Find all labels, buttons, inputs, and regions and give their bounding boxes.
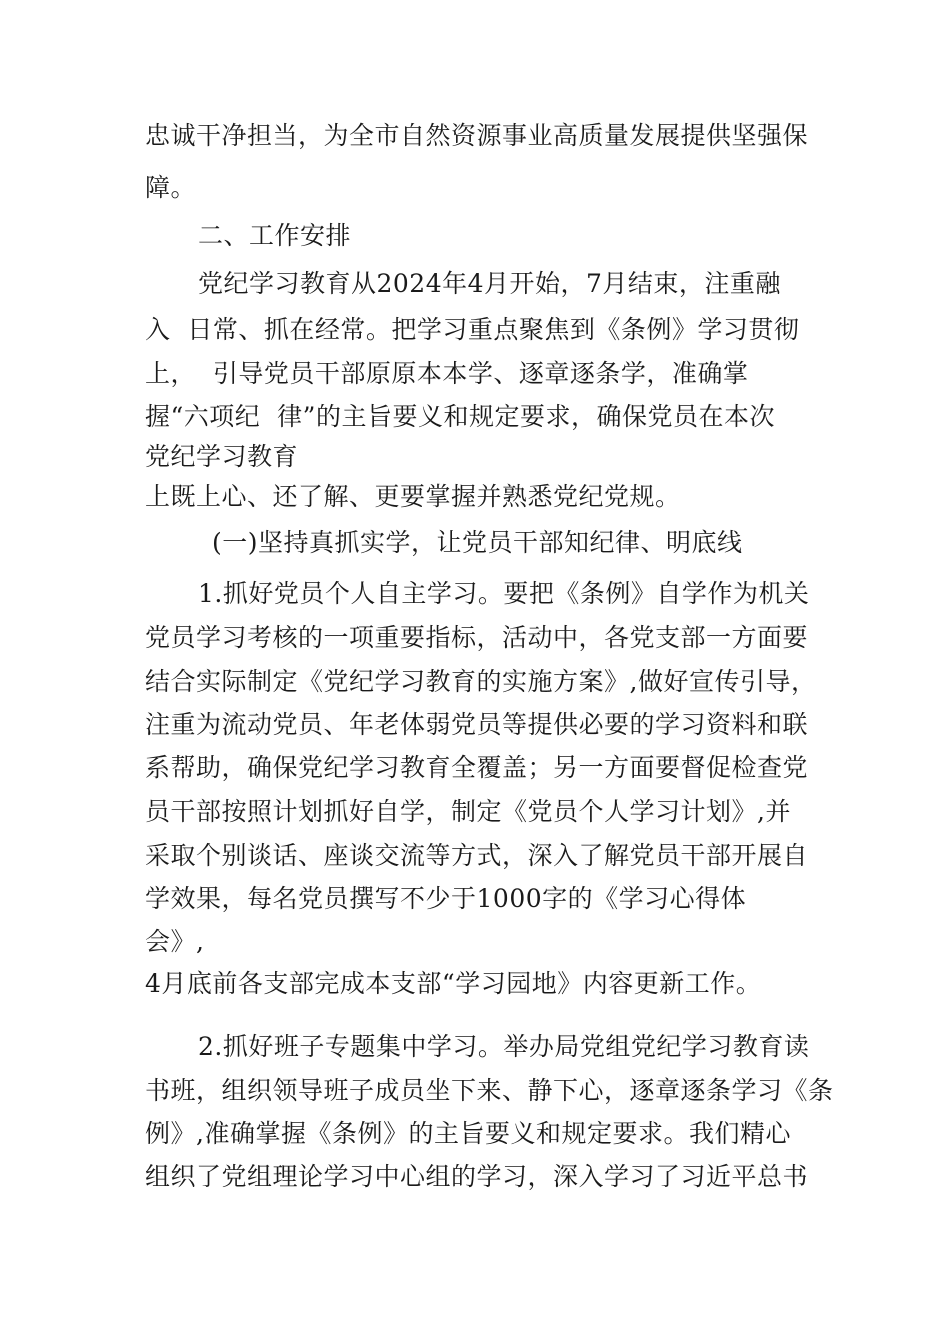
body-text-line: 注重为流动党员、年老体弱党员等提供必要的学习资料和联 xyxy=(145,710,809,739)
body-text-line: 党员学习考核的一项重要指标，活动中，各党支部一方面要 xyxy=(145,623,809,652)
section-heading: 二、工作安排 xyxy=(198,221,352,250)
body-text-line: 上既上心、还了解、更要掌握并熟悉党纪党规。 xyxy=(145,482,681,511)
body-text-line: 系帮助，确保党纪学习教育全覆盖；另一方面要督促检查党 xyxy=(145,753,809,782)
body-text-line: 障。 xyxy=(145,173,197,202)
body-text-line: 党纪学习教育 xyxy=(145,442,299,471)
body-text-line: 入 日常、抓在经常。把学习重点聚焦到《条例》学习贯彻 xyxy=(145,315,800,344)
body-text-line: 党纪学习教育从2024年4月开始，7月结束，注重融 xyxy=(198,269,781,298)
body-text-line: 书班，组织领导班子成员坐下来、静下心，逐章逐条学习《条 xyxy=(145,1076,834,1105)
body-text-line: 1.抓好党员个人自主学习。要把《条例》自学作为机关 xyxy=(198,579,810,608)
body-text-line: 会》, xyxy=(145,927,205,956)
body-text-line: 例》,准确掌握《条例》的主旨要义和规定要求。我们精心 xyxy=(145,1119,791,1148)
subsection-heading: (一)坚持真抓实学，让党员干部知纪律、明底线 xyxy=(212,528,743,557)
body-text-line: 采取个别谈话、座谈交流等方式，深入了解党员干部开展自 xyxy=(145,841,809,870)
body-text-line: 2.抓好班子专题集中学习。举办局党组党纪学习教育读 xyxy=(198,1032,810,1061)
body-text-line: 结合实际制定《党纪学习教育的实施方案》,做好宣传引导， xyxy=(145,667,817,696)
body-text-line: 4月底前各支部完成本支部“学习园地》内容更新工作。 xyxy=(145,969,762,998)
body-text-line: 组织了党组理论学习中心组的学习，深入学习了习近平总书 xyxy=(145,1162,809,1191)
body-text-line: 忠诚干净担当，为全市自然资源事业高质量发展提供坚强保 xyxy=(145,121,809,150)
body-text-line: 握“六项纪 律”的主旨要义和规定要求，确保党员在本次 xyxy=(145,402,775,431)
body-text-line: 学效果，每名党员撰写不少于1000字的《学习心得体 xyxy=(145,884,747,913)
body-text-line: 员干部按照计划抓好自学，制定《党员个人学习计划》,并 xyxy=(145,797,791,826)
body-text-line: 上， 引导党员干部原原本本学、逐章逐条学，准确掌 xyxy=(145,359,749,388)
